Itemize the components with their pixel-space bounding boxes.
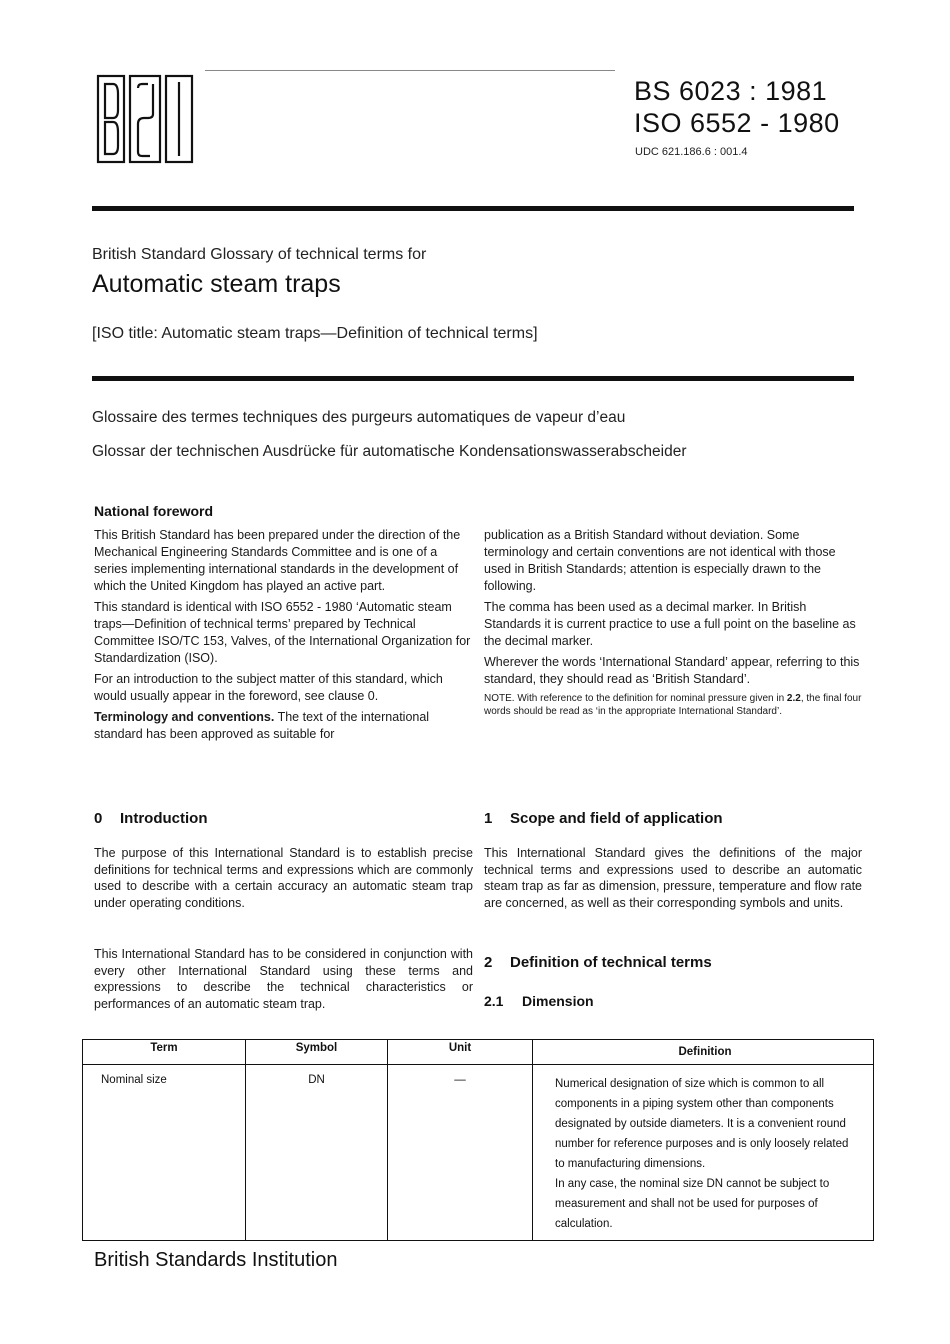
foreword-right-column (484, 527, 862, 722)
udc-code: UDC 621.186.6 : 001.4 (635, 146, 748, 158)
foreword-note (484, 692, 862, 718)
table-header-row (83, 1040, 874, 1065)
iso-title: [ISO title: Automatic steam traps—Definition of technical terms] (92, 325, 538, 342)
section-heading-definitions (484, 954, 712, 971)
section-number: 0 (94, 810, 103, 827)
standard-number-bs: BS 6023 : 1981 (634, 76, 828, 106)
german-title: Glossar der technischen Ausdrücke für automatische Kondensationswasserabscheider (92, 443, 687, 460)
publisher-footer: British Standards Institution (94, 1249, 338, 1271)
foreword-left-column (94, 527, 474, 747)
middle-rule (92, 376, 854, 381)
subsection-title: Dimension (522, 993, 594, 1009)
foreword-paragraph: publication as a British Standard without deviation. Some terminology and certain conventions are not identical with those used in British Standards; attention is especially drawn to the following. (484, 528, 836, 593)
subsection-heading-dimension (484, 993, 594, 1009)
foreword-paragraph: This British Standard has been prepared under the direction of the Mechanical Engineering Standards Committee and is one of a series implementing international standards in the development of which the United Kingdom has played an active part. (94, 528, 461, 593)
column-header-symbol: Symbol (246, 1040, 388, 1065)
section-number: 2 (484, 954, 493, 971)
section-heading-scope (484, 810, 723, 827)
note-text: NOTE. With reference to the definition for nominal pressure given in (484, 693, 787, 704)
section-title: Definition of technical terms (510, 954, 712, 971)
note-text: , the final four words should be read as ‘in the appropriate International Standard’. (484, 693, 862, 717)
foreword-paragraph: The comma has been used as a decimal marker. In British Standards it is current practice to use a full point on the baseline as the decimal marker. (484, 600, 856, 648)
cell-unit: — (388, 1065, 533, 1241)
introduction-paragraph: The purpose of this International Standard is to establish precise definitions for technical terms and expressions which are commonly used to describe with a certain accuracy an automatic steam trap under operating conditions. (94, 846, 473, 910)
section-heading-introduction (94, 810, 207, 827)
definitions-table (82, 1039, 874, 1241)
column-header-unit: Unit (388, 1040, 533, 1065)
table-row (83, 1065, 874, 1241)
section-title: Scope and field of application (510, 810, 723, 827)
terminology-text: The text of the international standard has been approved as suitable for (94, 710, 430, 741)
column-header-definition: Definition (533, 1040, 874, 1065)
french-title: Glossaire des termes techniques des purgeurs automatiques de vapeur d’eau (92, 409, 626, 426)
top-rule (92, 206, 854, 211)
document-title: Automatic steam traps (92, 270, 341, 298)
bsi-logo (96, 74, 196, 164)
introduction-paragraph: This International Standard has to be considered in conjunction with every other International Standard using these terms and expressions to describe the technical characteristics or performances of an automatic steam trap. (94, 947, 473, 1011)
document-subtitle: British Standard Glossary of technical terms for (92, 246, 427, 263)
section-title: Introduction (120, 810, 208, 827)
note-clause-ref: 2.2 (786, 693, 801, 704)
foreword-paragraph: For an introduction to the subject matter of this standard, which would usually appear in the foreword, see clause 0. (94, 672, 443, 703)
column-header-term: Term (83, 1040, 246, 1065)
subsection-number: 2.1 (484, 993, 504, 1009)
foreword-paragraph (94, 709, 474, 743)
terminology-label: Terminology and conventions. (94, 710, 275, 724)
scope-paragraph: This International Standard gives the definitions of the major technical terms and expressions used to describe an automatic steam trap as far as dimension, pressure, temperature and flow rate are concerned, as well as their corresponding symbols and units. (484, 846, 862, 910)
header-hairline (205, 70, 615, 71)
foreword-paragraph: Wherever the words ‘International Standard’ appear, referring to this standard, they should read as ‘British Standard’. (484, 655, 860, 686)
foreword-paragraph: This standard is identical with ISO 6552 - 1980 ‘Automatic steam traps—Definition of technical terms’ prepared by Technical Committee ISO/TC 153, Valves, of the International Organization for Standardization (ISO). (94, 600, 471, 665)
definition-text: In any case, the nominal size DN cannot be subject to measurement and shall not be used for purposes of calculation. (555, 1178, 830, 1230)
cell-definition (533, 1065, 874, 1241)
standard-number-iso: ISO 6552 - 1980 (634, 108, 840, 138)
cell-symbol: DN (246, 1065, 388, 1241)
section-number: 1 (484, 810, 493, 827)
foreword-heading: National foreword (94, 503, 214, 519)
definition-text: Numerical designation of size which is common to all components in a piping system other than components designated by outside diameters. It is a convenient round number for reference purposes and is only loosely related to manufacturing dimensions. (555, 1078, 849, 1170)
cell-term: Nominal size (83, 1065, 246, 1241)
